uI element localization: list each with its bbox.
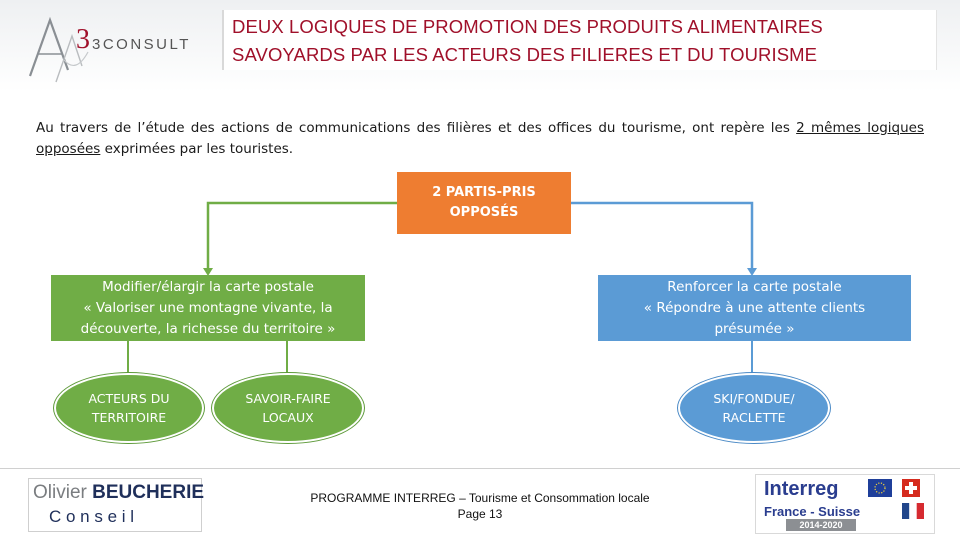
oval-acteurs-territoire [54, 373, 204, 443]
footer-page-number: Page 13 [457, 507, 503, 521]
footer-divider [0, 468, 960, 469]
intro-text-part2: exprimées par les touristes. [100, 141, 294, 157]
intro-underlined: 2 mêmes logiques opposées [36, 120, 924, 157]
oval3-line1: SKI/FONDUE/ [713, 391, 795, 406]
beucherie-last-name: BEUCHERIE [92, 482, 205, 503]
oval-savoir-faire [212, 373, 364, 443]
interreg-logo [755, 474, 935, 534]
interreg-wordmark: Interreg [764, 478, 839, 500]
interreg-program: France - Suisse [764, 504, 861, 519]
eu-flag-icon [868, 479, 892, 497]
connector-center-left [208, 203, 397, 270]
footer-program: PROGRAMME INTERREG – Tourisme et Consommation locale [310, 491, 650, 505]
a3-logo-text: 3CONSULT [92, 36, 191, 53]
intro-text-part1: Au travers de l’étude des actions de communications des filières et des offices du tourisme, ont repère les [36, 120, 797, 136]
page-title-line1: DEUX LOGIQUES DE PROMOTION DES PRODUITS ALIMENTAIRES [232, 16, 823, 37]
oval2-line1: SAVOIR-FAIRE [245, 391, 331, 406]
swiss-flag-icon [902, 479, 920, 497]
oval1-line2: TERRITOIRE [91, 410, 167, 425]
left-node-line1: Modifier/élargir la carte postale [102, 278, 314, 295]
right-node-line1: Renforcer la carte postale [667, 278, 842, 295]
center-node-line1: 2 PARTIS-PRIS [432, 185, 536, 200]
connector-center-right [571, 203, 752, 270]
left-node [51, 275, 365, 341]
french-flag-icon [902, 503, 924, 519]
center-node-line2: OPPOSÉS [449, 205, 519, 220]
oval3-line2: RACLETTE [722, 410, 786, 425]
beucherie-logo [28, 478, 205, 532]
right-node [598, 275, 911, 341]
oval2-line2: LOCAUX [262, 410, 314, 425]
right-node-line3: présumée » [714, 320, 795, 337]
left-node-line3: découverte, la richesse du territoire » [80, 320, 336, 337]
beucherie-conseil: C o n s e i l [49, 507, 135, 526]
page-title-line2: SAVOYARDS PAR LES ACTEURS DES FILIERES ET DU TOURISME [232, 44, 818, 65]
beucherie-first-name: Olivier [33, 482, 93, 503]
center-node [397, 172, 571, 234]
left-node-line2: « Valoriser une montagne vivante, la [83, 299, 333, 316]
oval1-line1: ACTEURS DU [88, 391, 170, 406]
beucherie-logo-line1 [33, 482, 204, 504]
interreg-period: 2014-2020 [786, 519, 856, 531]
svg-text:3: 3 [76, 24, 90, 55]
oval-ski-fondue [678, 373, 830, 443]
right-node-line2: « Répondre à une attente clients [643, 299, 866, 316]
footer-caption [280, 490, 680, 522]
